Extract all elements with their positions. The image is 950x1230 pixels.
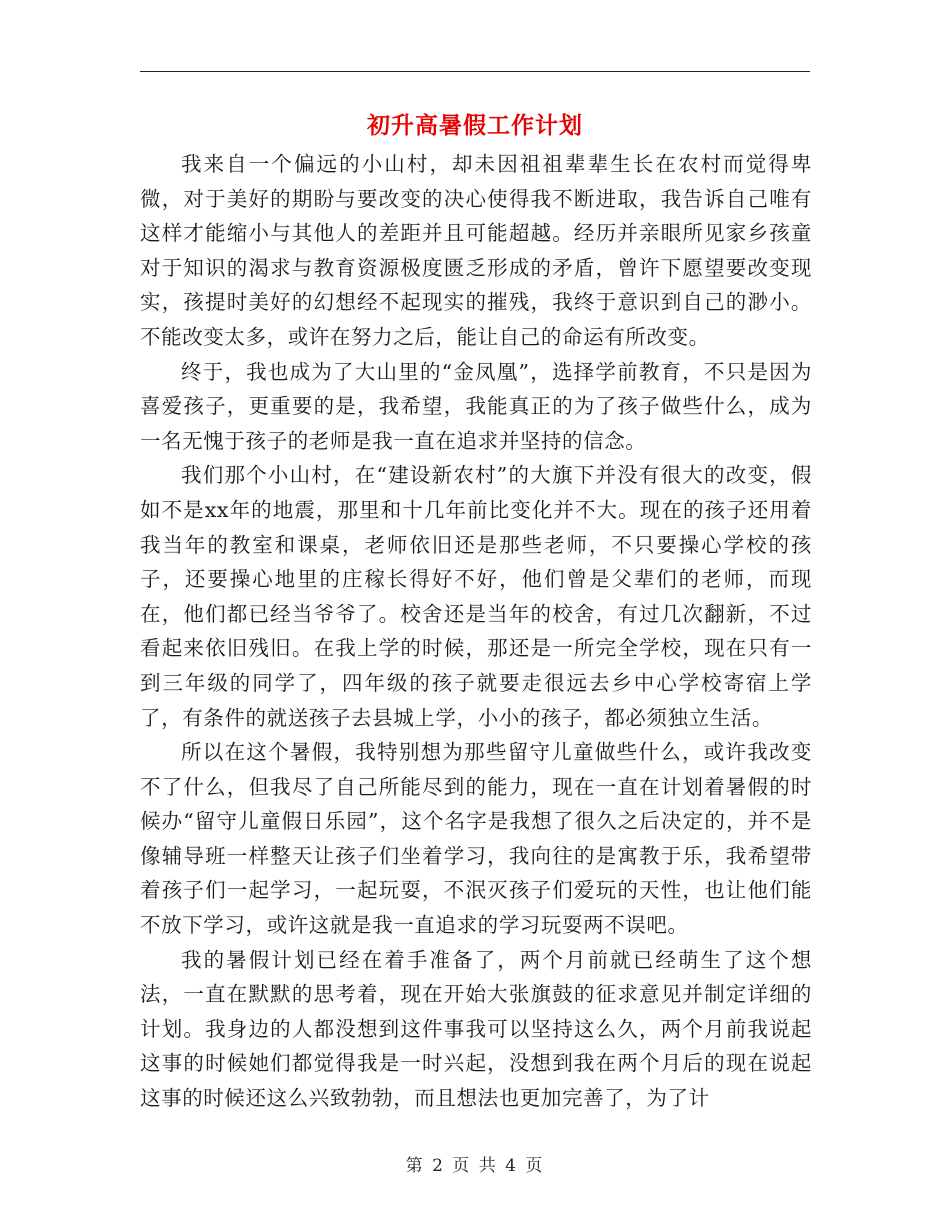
paragraph-1: 我来自一个偏远的小山村，却未因祖祖辈辈生长在农村而觉得卑微，对于美好的期盼与要改变的决心使得我不断进取，我告诉自己唯有这样才能缩小与其他人的差距并且可能超越。经历并亲眼所见家乡孩童对于知识的渴求与教育资源极度匮乏形成的矛盾，曾许下愿望要改变现实，孩提时美好的幻想经不起现实的摧残，我终于意识到自己的渺小。不能改变太多，或许在努力之后，能让自己的命运有所改变。 bbox=[140, 152, 812, 349]
page-number: 第 2 页 共 4 页 bbox=[405, 1156, 545, 1176]
header-rule bbox=[140, 71, 810, 72]
paragraph-3: 我们那个小山村，在“建设新农村”的大旗下并没有很大的改变，假如不是xx年的地震，那里和十几年前比变化并不大。现在的孩子还用着我当年的教室和课桌，老师依旧还是那些老师，不只要操心学校的孩子，还要操心地里的庄稼长得好不好，他们曾是父辈们的老师，而现在，他们都已经当爷爷了。校舍还是当年的校舍，有过几次翻新，不过看起来依旧残旧。在我上学的时候，那还是一所完全学校，现在只有一到三年级的同学了，四年级的孩子就要走很远去乡中心学校寄宿上学了，有条件的就送孩子去县城上学，小小的孩子，都必须独立生活。 bbox=[140, 463, 812, 730]
paragraph-5: 我的暑假计划已经在着手准备了，两个月前就已经萌生了这个想法，一直在默默的思考着，现在开始大张旗鼓的征求意见并制定详细的计划。我身边的人都没想到这件事我可以坚持这么久，两个月前我说起这事的时候她们都觉得我是一时兴起，没想到我在两个月后的现在说起这事的时候还这么兴致勃勃，而且想法也更加完善了，为了计 bbox=[140, 947, 812, 1111]
paragraph-2: 终于，我也成为了大山里的“金凤凰”，选择学前教育，不只是因为喜爱孩子，更重要的是，我希望，我能真正的为了孩子做些什么，成为一名无愧于孩子的老师是我一直在追求并坚持的信念。 bbox=[140, 359, 812, 453]
document-title: 初升高暑假工作计划 bbox=[367, 112, 583, 139]
paragraph-4: 所以在这个暑假，我特别想为那些留守儿童做些什么，或许我改变不了什么，但我尽了自己所能尽到的能力，现在一直在计划着暑假的时候办“留守儿童假日乐园”，这个名字是我想了很久之后决定的，并不是像辅导班一样整天让孩子们坐着学习，我向往的是寓教于乐，我希望带着孩子们一起学习，一起玩耍，不泯灭孩子们爱玩的天性，也让他们能不放下学习，或许这就是我一直追求的学习玩耍两不误吧。 bbox=[140, 740, 812, 938]
document-body bbox=[140, 147, 812, 1116]
